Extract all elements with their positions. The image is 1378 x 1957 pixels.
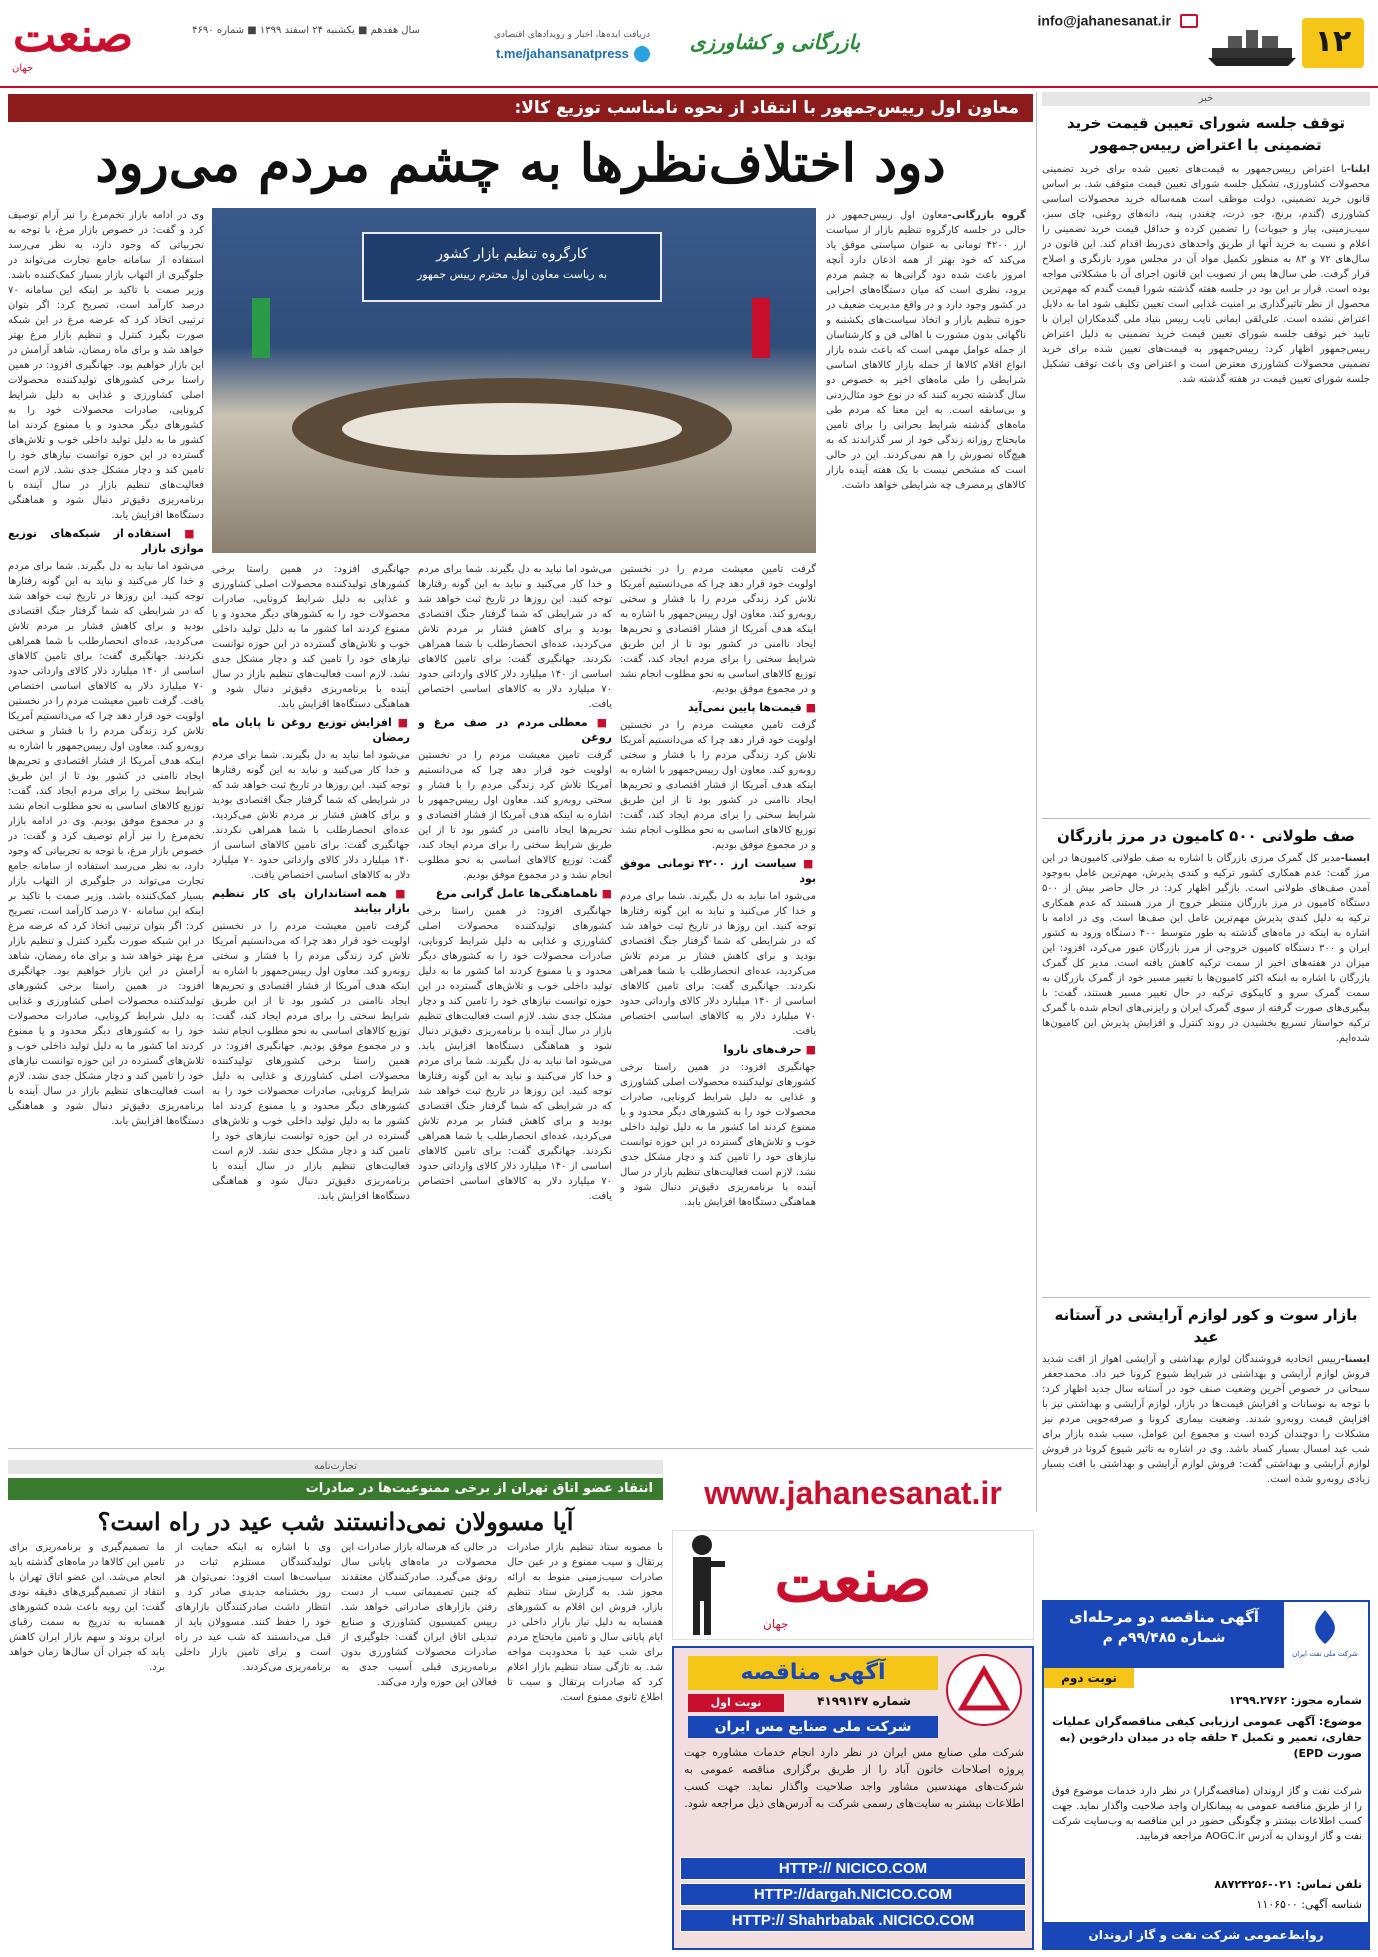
- main-col-1: گروه بازرگانی-معاون اول رییس‌جمهور در حالی در جلسه کارگروه تنظیم بازار از سیاست ارز ۴۲۰۰ تومانی به عنوان سیاستی موفق یاد می‌کند که خود بهتر از همه اذعان دارد آنچه امروز باعث شده دود گرانی‌ها به چشم مردم برود، نظری است که میان دستگاه‌های اجرایی در کشور وجود دارد و در واقع مدیریت ضعیف در حوزه تنظیم بازار و اتخاذ سیاست‌های یکشنبه و ناگهانی بدون مشورت با اهالی فن و کارشناسان از جمله عوامل مهمی است که باعث شده بازار انواع اقلام کالاها از جمله بازار کالاهای اساسی شرایطی را طی ماه‌های اخیر به خصوص دو سال گذشته تجربه کنند که در نوع خود مثال‌زدنی و بی‌سابقه است. به این معنا که مردم طی ماه‌های گذشته شرایط بحرانی را برای تامین مایحتاج روزانه زندگی خود از سر گذراندند که به هیچ‌گاه تصورش را هم نمی‌کردند. این در حالی است که مشخص نیست با یک هفته آینده بازار کالاهای پرمصرف چه شرایطی خواهد داشت.: [826, 210, 1026, 491]
- tender-ad-2: [1042, 1600, 1370, 1950]
- person-pointing-icon: [679, 1533, 725, 1637]
- main-col-3: می‌شود اما نباید به دل بگیرند. شما برای مردم و خدا کار می‌کنید و نباید به این گونه رفتارها توجه کنید. این روزها در تاریخ ثبت خواهد شد که در شرایطی که شما گرفتار جنگ اقتصادی بودید و برای کاهش فشار بر مردم تلاش می‌کردید، عده‌ای انحصارطلب با شما همراهی نکردند. جهانگیری گفت: برای تامین کالاهای اساسی از ۱۴۰ میلیارد دلار کالای وارداتی حدود ۷۰ میلیارد دلار به کالاهای اساسی اختصاص یافت. ■ معطلی مردم در صف مرغ و روغن گرفت تامین معیشت مردم را در نخستین اولویت خود قرار دهد چرا که می‌دانستیم آمریکا تلاش کرد زندگی مردم را با فشار و سختی روبه‌رو کند. معاون اول رییس‌جمهور با اشاره به اینکه هدف آمریکا از فشار اقتصادی و تحریم‌ها ایجاد ناامنی در کشور بود تا از این طریق شرایط سختی را برای مردم ایجاد کند، گفت: توزیع کالاهای اساسی به نحو مطلوب انجام نشد و در مجموع موفق بودیم. ■ ناهماهنگی‌ها عامل گرانی مرغ جهانگیری افزود: در همین راستا برخی کشورهای تولیدکننده محصولات اصلی کشاورزی و غذایی به دلیل شرایط کرونایی، صادرات محصولات خود را به کشورهای دیگر محدود و یا ممنوع کردند اما کشور ما به دلیل تولید داخلی خوب و تلاش‌های گسترده در این حوزه توانست نیازهای خود را تامین کند و دچار مشکل جدی نشد. لازم است فعالیت‌های تنظیم بازار در سال آینده با برنامه‌ریزی دقیق‌تر دنبال شود و هماهنگی دستگاه‌ها افزایش یابد. می‌شود اما نباید به دل بگیرند. شما برای مردم و خدا کار می‌کنید و نباید به این گونه رفتارها توجه کنید. این روزها در تاریخ ثبت خواهد شد که در شرایطی که شما گرفتار جنگ اقتصادی بودید و برای کاهش فشار بر مردم تلاش می‌کردید، عده‌ای انحصارطلب با شما همراهی نکردند. جهانگیری گفت: برای تامین کالاهای اساسی از ۱۴۰ میلیارد دلار کالای وارداتی حدود ۷۰ میلیارد دلار به کالاهای اساسی اختصاص یافت.: [418, 562, 612, 1442]
- tender1-turn: نوبت اول: [688, 1694, 784, 1712]
- page-number-badge: [1302, 18, 1364, 68]
- tender1-links: [674, 1854, 1032, 1935]
- news-label: خبر: [1042, 92, 1370, 106]
- bottom-headline: آیا مسوولان نمی‌دانستند شب عید در راه است؟: [97, 1507, 574, 1536]
- telegram-icon: [634, 46, 650, 62]
- bottom-story: [8, 1460, 663, 1950]
- story3-title: بازار سوت و کور لوازم آرایشی در آستانه عید: [1054, 1306, 1358, 1346]
- email-label[interactable]: info@jahanesanat.ir: [1037, 10, 1198, 32]
- copper-logo: [946, 1654, 1022, 1726]
- main-col-2: گرفت تامین معیشت مردم را در نخستین اولویت خود قرار دهد چرا که می‌دانستیم آمریکا تلاش کرد زندگی مردم را با فشار و سختی روبه‌رو کند. معاون اول رییس‌جمهور با اشاره به اینکه هدف آمریکا از فشار اقتصادی و تحریم‌ها ایجاد ناامنی در کشور بود تا از این طریق شرایط سختی را برای مردم ایجاد کند، گفت: توزیع کالاهای اساسی به نحو مطلوب انجام نشد و در مجموع موفق بودیم. ■ قیمت‌ها پایین نمی‌آید گرفت تامین معیشت مردم را در نخستین اولویت خود قرار دهد چرا که می‌دانستیم آمریکا تلاش کرد زندگی مردم را با فشار و سختی روبه‌رو کند. معاون اول رییس‌جمهور با اشاره به اینکه هدف آمریکا از فشار اقتصادی و تحریم‌ها ایجاد ناامنی در کشور بود تا از این طریق شرایط سختی را برای مردم ایجاد کند، گفت: توزیع کالاهای اساسی به نحو مطلوب انجام نشد و در مجموع موفق بودیم. ■ سیاست ارز ۴۲۰۰ تومانی موفق بود می‌شود اما نباید به دل بگیرند. شما برای مردم و خدا کار می‌کنید و نباید به این گونه رفتارها توجه کنید. این روزها در تاریخ ثبت خواهد شد که در شرایطی که شما گرفتار جنگ اقتصادی بودید و برای کاهش فشار بر مردم تلاش می‌کردید، عده‌ای انحصارطلب با شما همراهی نکردند. جهانگیری گفت: برای تامین کالاهای اساسی از ۱۴۰ میلیارد دلار کالای وارداتی حدود ۷۰ میلیارد دلار به کالاهای اساسی اختصاص یافت. ■ حرف‌های ناروا جهانگیری افزود: در همین راستا برخی کشورهای تولیدکننده محصولات اصلی کشاورزی و غذایی به دلیل شرایط کرونایی، صادرات محصولات خود را به کشورهای دیگر محدود و یا ممنوع کردند اما کشور ما به دلیل تولید داخلی خوب و تلاش‌های گسترده در این حوزه توانست نیازهای خود را تامین کند و دچار مشکل جدی نشد. لازم است فعالیت‌های تنظیم بازار در سال آینده با برنامه‌ریزی دقیق‌تر دنبال شود و هماهنگی دستگاه‌ها افزایش یابد.: [620, 562, 816, 1442]
- story2-title: صف طولانی ۵۰۰ کامیون در مرز بازرگان: [1057, 827, 1355, 845]
- tender2-subject: موضوع: آگهی عمومی ارزیابی کیفی مناقصه‌گران عملیات حفاری، تعمیر و تکمیل ۴ حلقه چاه در میدان دارخوین (به صورت EPD): [1052, 1715, 1362, 1760]
- ship-icon: [1208, 22, 1296, 66]
- newspaper-logo: صنعت جهان: [12, 8, 134, 74]
- bottom-kicker: انتقاد عضو اتاق تهران از برخی ممنوعیت‌ها در صادرات: [8, 1478, 663, 1500]
- tender1-link-3[interactable]: HTTP:// Shahrbabak .NICICO.COM: [680, 1909, 1026, 1932]
- page-number: ۱۲: [1314, 24, 1352, 59]
- tender1-link-1[interactable]: HTTP:// NICICO.COM: [680, 1857, 1026, 1880]
- section-title: بازرگانی و کشاورزی: [689, 30, 861, 54]
- tender1-number: شماره ۴۱۹۹۱۴۷: [817, 1694, 911, 1708]
- logo-ad: صنعت جهان: [672, 1530, 1034, 1640]
- oil-company-logo: شرکت ملی نفت ایران: [1288, 1608, 1362, 1668]
- page-header: [0, 0, 1378, 88]
- tender2-ad-id: شناسه آگهی: ۱۱۰۶۵۰۰: [1256, 1898, 1362, 1911]
- tender-ad-1: [672, 1646, 1034, 1950]
- issue-info: سال هفدهم ■ یکشنبه ۲۴ اسفند ۱۳۹۹ ■ شماره ۴۶۹۰: [192, 25, 420, 36]
- bottom-label: تجارت‌نامه: [8, 1460, 663, 1474]
- story3-body: ایسنا-رییس اتحادیه فروشندگان لوازم بهداشتی و آرایشی اهواز از افت شدید فروش لوازم آرایشی و بهداشتی در شرایط شیوع کرونا خبر داد. محمدجعفر سبحانی در خصوص آخرین وضعیت صنف خود در آستانه سال جدید اظهار کرد: با توجه به نوسانات و افزایش قیمت‌ها در بازار، لوازم آرایشی و بهداشتی نیز با افزایش قیمت روبه‌رو شدند. وضعیت بیماری کرونا و صرفه‌جویی مردم نیز مشکلات را دوچندان کرده است و مجموع این عوامل، سبب شده بازار برای شب عید امسال بسیار کساد باشد. وی در اشاره به تاثیر شیوع کرونا در فروش لوازم آرایشی و بهداشتی گفت: فروش لوازم آرایشی و بهداشتی با افت بسیار زیادی روبه‌رو شده است.: [1042, 1354, 1370, 1485]
- tender1-company: شرکت ملی صنایع مس ایران: [688, 1716, 938, 1738]
- tender2-text: شرکت نفت و گاز اروندان (مناقصه‌گزار) در نظر دارد خدمات موضوع فوق را از طریق مناقصه عمومی به پیمانکاران واجد صلاحیت واگذار نماید. جهت کسب اطلاعات بیشتر و چگونگی حضور در این مناقصه به وب‌سایت شرکت نفت و گاز اروندان به آدرس AOGC.ir مراجعه فرمایید.: [1052, 1786, 1362, 1842]
- bottom-col-3: وی با اشاره به اینکه حمایت از تولیدکنندگان مستلزم ثبات در سیاست‌ها است افزود: نمی‌توان هر روز بخشنامه جدیدی صادر کرد و انتظار داشت صادرکنندگان بازارهای خود را حفظ کنند. مسوولان باید از قبل می‌دانستند که شب عید در راه است و برای تامین بازار داخلی برنامه‌ریزی می‌کردند.: [175, 1542, 331, 1673]
- main-col-4: جهانگیری افزود: در همین راستا برخی کشورهای تولیدکننده محصولات اصلی کشاورزی و غذایی به دلیل شرایط کرونایی، صادرات محصولات خود را به کشورهای دیگر محدود و یا ممنوع کردند اما کشور ما به دلیل تولید داخلی خوب و تلاش‌های گسترده در این حوزه توانست نیازهای خود را تامین کند و دچار مشکل جدی نشد. لازم است فعالیت‌های تنظیم بازار در سال آینده با برنامه‌ریزی دقیق‌تر دنبال شود و هماهنگی دستگاه‌ها افزایش یابد. ■ افزایش توزیع روغن تا پایان ماه رمضان می‌شود اما نباید به دل بگیرند. شما برای مردم و خدا کار می‌کنید و نباید به این گونه رفتارها توجه کنید. این روزها در تاریخ ثبت خواهد شد که در شرایطی که شما گرفتار جنگ اقتصادی بودید و برای کاهش فشار بر مردم تلاش می‌کردید، عده‌ای انحصارطلب با شما همراهی نکردند. جهانگیری گفت: برای تامین کالاهای اساسی از ۱۴۰ میلیارد دلار کالای وارداتی حدود ۷۰ میلیارد دلار به کالاهای اساسی اختصاص یافت. ■ همه استانداران پای کار تنظیم بازار بیایند گرفت تامین معیشت مردم را در نخستین اولویت خود قرار دهد چرا که می‌دانستیم آمریکا تلاش کرد زندگی مردم را با فشار و سختی روبه‌رو کند. معاون اول رییس‌جمهور با اشاره به اینکه هدف آمریکا از فشار اقتصادی و تحریم‌ها ایجاد ناامنی در کشور بود تا از این طریق شرایط سختی را برای مردم ایجاد کند، گفت: توزیع کالاهای اساسی به نحو مطلوب انجام نشد و در مجموع موفق بودیم. جهانگیری افزود: در همین راستا برخی کشورهای تولیدکننده محصولات اصلی کشاورزی و غذایی به دلیل شرایط کرونایی، صادرات محصولات خود را به کشورهای دیگر محدود و یا ممنوع کردند اما کشور ما به دلیل تولید داخلی خوب و تلاش‌های گسترده در این حوزه توانست نیازهای خود را تامین کند و دچار مشکل جدی نشد. لازم است فعالیت‌های تنظیم بازار در سال آینده با برنامه‌ریزی دقیق‌تر دنبال شود و هماهنگی دستگاه‌ها افزایش یابد.: [212, 562, 410, 1442]
- tender2-turn: نوبت دوم: [1044, 1668, 1134, 1688]
- story1-title: توقف جلسه شورای تعیین قیمت خرید تضمینی با اعتراض رییس‌جمهور: [1067, 114, 1345, 154]
- right-column: [1042, 92, 1370, 1502]
- story2-body: ایسنا-مدیر کل گمرک مرزی بازرگان با اشاره به صف طولانی کامیون‌ها در این مرز گفت: عدم همکاری کشور ترکیه و کندی پذیرش، مهم‌ترین عامل به‌وجود آمدن صف‌های طولانی است. بازگیر اظهار کرد: در حال حاضر بیش از ۵۰۰ دستگاه کامیون در مرز بازرگان منتظر خروج از مرز هستند که عدم همکاری ترکیه به دلیل کندی پذیرش مهم‌ترین عامل این صف‌ها است. وی در ادامه با اشاره به اینکه در ماه‌های گذشته به طور متوسط ۴۰۰ دستگاه ورود به کشور ایران و ۳۰۰ دستگاه کامیون خروجی از مرز بازرگان عبور می‌کرد، افزود: این میزان در هفته‌های اخیر از سمت ترکیه کاهش یافته است. مدیر کل گمرک بازرگان با اشاره به اینکه اکثر کامیون‌ها با تغییر مسیر خود از گمرک بازرگان به سمت گمرک سرو و کاپیکوی ترکیه در حال تغییر مسیر هستند، گفت: با پیگیری‌های صورت گرفته از سوی گمرک ایران و رایزنی‌های انجام شده با گمرک ترکیه خواستار تسریع بخشیدن در روند کنترل و افزایش پذیرش این کامیون‌ها شده‌ایم.: [1042, 853, 1370, 1044]
- bottom-col-1: با مصوبه ستاد تنظیم بازار صادرات پرتقال و سیب ممنوع و در عین حال صادرات سیب‌زمینی منوط به ارائه مجوز شد. به گزارش ستاد تنظیم بازار، فروش این اقلام به کشورهای همسایه به دلیل نیاز بازار داخلی در ایام پایانی سال و تامین مایحتاج مردم برای شب عید با محدودیت مواجه شد. به تازگی ستاد تنظیم بازار اعلام کرد که صادرات پرتقال و سیب تا اطلاع ثانوی ممنوع است.: [507, 1542, 663, 1703]
- tender2-footer: روابط‌عمومی شرکت نفت و گاز اروندان: [1044, 1922, 1368, 1948]
- main-col-5: وی در ادامه بازار تخم‌مرغ را نیز آرام توصیف کرد و گفت: در خصوص بازار مرغ، با توجه به تجربیاتی که وجود دارد، به نظر می‌رسد استفاده از سامانه جامع تجارت می‌تواند در جلوگیری از التهاب بازار بسیار کمک‌کننده باشد. وزیر صمت با تاکید بر اینکه این سامانه ۷۰ درصد کارآمد است، تصریح کرد: اگر بتوان ترتیبی اتخاذ کرد که عرضه مرغ در این شبکه صورت بگیرد کنترل و تنظیم بازار مرغ بهتر خواهد شد و برای ماه رمضان، شاهد آرامش در این بازار خواهیم بود. جهانگیری افزود: در همین راستا برخی کشورهای تولیدکننده محصولات اصلی کشاورزی و غذایی به دلیل شرایط کرونایی، صادرات محصولات خود را به کشورهای دیگر محدود و یا ممنوع کردند اما کشور ما به دلیل تولید داخلی خوب و تلاش‌های گسترده در این حوزه توانست نیازهای خود را تامین کند و دچار مشکل جدی نشد. لازم است فعالیت‌های تنظیم بازار در سال آینده با برنامه‌ریزی دقیق‌تر دنبال شود و هماهنگی دستگاه‌ها افزایش یابد. ■ استفاده از شبکه‌های توزیع موازی بازار می‌شود اما نباید به دل بگیرند. شما برای مردم و خدا کار می‌کنید و نباید به این گونه رفتارها توجه کنید. این روزها در تاریخ ثبت خواهد شد که در شرایطی که شما گرفتار جنگ اقتصادی بودید و برای کاهش فشار بر مردم تلاش می‌کردید، عده‌ای انحصارطلب با شما همراهی نکردند. جهانگیری گفت: برای تامین کالاهای اساسی از ۱۴۰ میلیارد دلار کالای وارداتی حدود ۷۰ میلیارد دلار به کالاهای اساسی اختصاص یافت. گرفت تامین معیشت مردم را در نخستین اولویت خود قرار دهد چرا که می‌دانستیم آمریکا تلاش کرد زندگی مردم را با فشار و سختی روبه‌رو کند. معاون اول رییس‌جمهور با اشاره به اینکه هدف آمریکا از فشار اقتصادی و تحریم‌ها ایجاد ناامنی در کشور بود تا از این طریق شرایط سختی را برای مردم ایجاد کند، گفت: توزیع کالاهای اساسی به نحو مطلوب انجام نشد و در مجموع موفق بودیم. وی در ادامه بازار تخم‌مرغ را نیز آرام توصیف کرد و گفت: در خصوص بازار مرغ، با توجه به تجربیاتی که وجود دارد، به نظر می‌رسد استفاده از سامانه جامع تجارت می‌تواند در جلوگیری از التهاب بازار بسیار کمک‌کننده باشد. وزیر صمت با تاکید بر اینکه این سامانه ۷۰ درصد کارآمد است، تصریح کرد: اگر بتوان ترتیبی اتخاذ کرد که عرضه مرغ در این شبکه صورت بگیرد کنترل و تنظیم بازار مرغ بهتر خواهد شد و برای ماه رمضان، شاهد آرامش در این بازار خواهیم بود. جهانگیری افزود: در همین راستا برخی کشورهای تولیدکننده محصولات اصلی کشاورزی و غذایی به دلیل شرایط کرونایی، صادرات محصولات خود را به کشورهای دیگر محدود و یا ممنوع کردند اما کشور ما به دلیل تولید داخلی خوب و تلاش‌های گسترده در این حوزه توانست نیازهای خود را تامین کند و دچار مشکل جدی نشد. لازم است فعالیت‌های تنظیم بازار در سال آینده با برنامه‌ریزی دقیق‌تر دنبال شود و هماهنگی دستگاه‌ها افزایش یابد.: [8, 208, 204, 1442]
- story1-body: ایلنا-با اعتراض رییس‌جمهور به قیمت‌های تعیین شده برای خرید تضمینی محصولات کشاورزی، تشکیل جلسه شورای تعیین قیمت متوقف شد. بر اساس قانون خرید تضمینی، دولت موظف است همه‌ساله خرید محصولات اساسی کشاورزی (گندم، برنج، جو، ذرت، چغندر، پنبه، دانه‌های روغنی، چای سبز، سیب‌زمینی، پیاز و حبوبات) را تضمین کرده و حداقل قیمت خرید تضمینی را اعلام و نسبت به خرید آنها از طریق واحدهای ذی‌ربط اقدام کند. این قانون در سال‌های ۷۲ و ۸۳ به منظور تکمیل مواد آن در مجلس مورد بازنگری و اصلاح قرار گرفت. طی سال‌ها پس از تصویب این قانون اجرای آن با مشکلاتی مواجه بوده است. قرار بر این بود در جلسه هفته گذشته شورا قیمت گندم که مهم‌ترین محصول از نظر تاثیرگذاری بر امنیت غذایی است تعیین تکلیف شود اما به دلایل اعتراض نشده است. علی‌لقی ایمانی نایب رییس بنیاد ملی گندمکاران ایران با تایید خبر توقف جلسه شورای تعیین قیمت خرید تضمینی به دلیل اعتراض رییس‌جمهور اظهار کرد: رییس‌جمهور به قیمت‌های تعیین شده برای خرید تضمینی محصولات کشاورزی معترض است و اعتراض وی باعث توقف تشکیل جلسه شورای تعیین قیمت در هفته گذشته شد.: [1042, 164, 1370, 385]
- main-photo: کارگروه تنظیم بازار کشور به ریاست معاون اول محترم رییس جمهور: [212, 208, 816, 553]
- main-headline: دود اختلاف‌نظرها به چشم مردم می‌رود: [95, 133, 946, 194]
- tender2-header: آگهی مناقصه دو مرحله‌ای شماره ۹۹/۴۸۵م م: [1044, 1602, 1284, 1668]
- bottom-col-4: ما تصمیم‌گیری و برنامه‌ریزی برای تامین این کالاها در ماه‌های گذشته باید انجام می‌شد. این عضو اتاق تهران با انتقاد از تصمیم‌گیری‌های دقیقه نودی گفت: این رویه باعث شده کشورهای همسایه به تدریج به سمت رقبای ایران بروند و سهم بازار ایران کاهش یابد که جبران آن سال‌ها زمان خواهد برد.: [9, 1542, 165, 1673]
- tender1-link-2[interactable]: HTTP://dargah.NICICO.COM: [680, 1883, 1026, 1906]
- telegram-block[interactable]: دریافت ایده‌ها، اخبار و رویدادهای اقتصادی t.me/jahansanatpress: [493, 30, 650, 61]
- tender1-title-box: آگهی مناقصه: [688, 1656, 938, 1690]
- tender2-permit: شماره مجوز: ۱۳۹۹.۲۷۶۲: [1228, 1694, 1362, 1707]
- tender1-text: شرکت ملی صنایع مس ایران در نظر دارد انجام خدمات مشاوره جهت پروژه اصلاحات خاتون آباد را از طریق برگزاری مناقصه عمومی به شرکت‌های مهندسین مشاور واجد صلاحیت واگذار نماید. جهت کسب اطلاعات بیشتر به سایت‌های رسمی شرکت به آدرس‌های ذیل مراجعه شود.: [684, 1746, 1024, 1810]
- main-kicker: معاون اول رییس‌جمهور با انتقاد از نحوه نامناسب توزیع کالا:: [8, 94, 1033, 122]
- website-banner[interactable]: www.jahanesanat.ir: [704, 1475, 1002, 1511]
- bottom-col-2: در حالی که هرساله بازار صادرات این محصولات در ماه‌های پایانی سال رونق می‌گیرد. صادرکنندگان معتقدند که چنین تصمیماتی سبب از دست رفتن بازارهای صادراتی خواهد شد. رییس کمیسیون کشاورزی و صنایع تبدیلی اتاق ایران گفت: جلوگیری از صادرات محصولات کشاورزی بدون برنامه‌ریزی قبلی آسیب جدی به فعالان این حوزه وارد می‌کند.: [341, 1542, 497, 1688]
- tender2-phone: تلفن تماس: ۰۲۱-۸۸۷۲۴۲۵۶: [1214, 1878, 1362, 1891]
- mail-icon: [1180, 14, 1198, 28]
